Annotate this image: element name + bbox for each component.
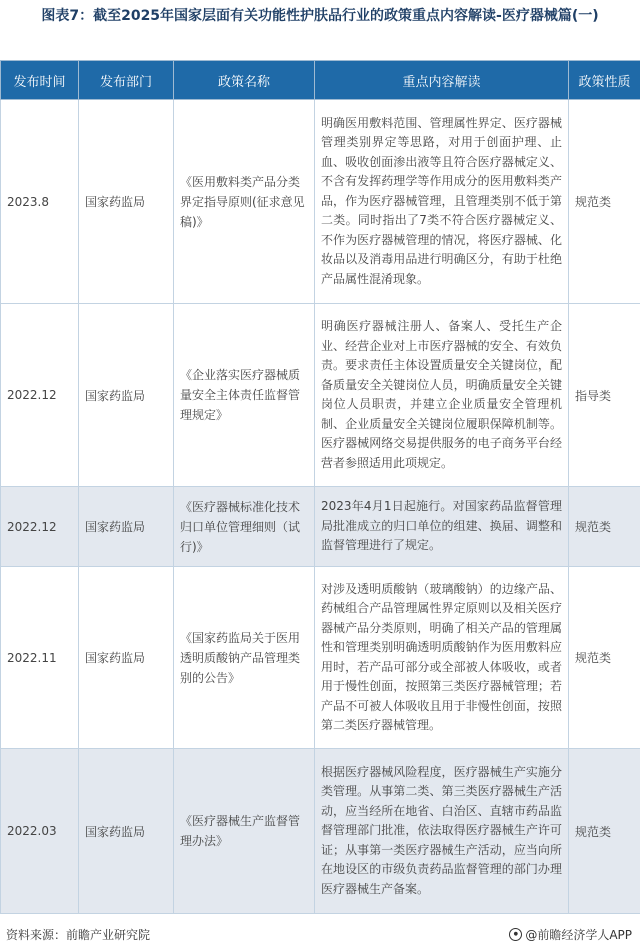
cell-description: 明确医疗器械注册人、备案人、受托生产企业、经营企业对上市医疗器械的安全、有效负责。要求责任主体设置质量安全关键岗位，配备质量安全关键岗位人员，明确质量安全关键岗位人员职责，并建立企业质量安全管理机制、企业质量安全关键岗位履职保障机制等。医疗器械网络交易提供服务的电子商务平台经营者参照适用此项规定。 [315,304,569,487]
page-title: 图表7：截至2025年国家层面有关功能性护肤品行业的政策重点内容解读-医疗器械篇(一) [41,8,599,24]
cell-description: 2023年4月1日起施行。对国家药品监督管理局批准成立的归口单位的组建、换届、调整和监督管理进行了规定。 [315,487,569,567]
cell-dept: 国家药监局 [79,304,174,487]
cell-time: 2022.12 [1,304,79,487]
footer [0,918,640,950]
table-row [1,487,640,567]
policy-table [0,60,640,914]
cell-time: 2022.11 [1,567,79,749]
cell-dept: 国家药监局 [79,567,174,749]
header-time: 发布时间 [1,61,79,100]
table-header-row [1,61,640,100]
cell-dept: 国家药监局 [79,487,174,567]
cell-nature: 规范类 [569,100,640,304]
cell-dept: 国家药监局 [79,100,174,304]
table-row [1,567,640,749]
cell-policy-name: 《医用敷料类产品分类界定指导原则(征求意见稿)》 [174,100,315,304]
header-dept: 发布部门 [79,61,174,100]
cell-time: 2022.03 [1,749,79,914]
brand-credit [509,926,632,943]
cell-description: 对涉及透明质酸钠（玻璃酸钠）的边缘产品、药械组合产品管理属性界定原则以及相关医疗器械产品分类原则，明确了相关产品的管理属性和管理类别明确透明质酸钠作为医用敷料应用时，若产品可部分或全部被人体吸收，或者用于慢性创面，按照第三类医疗器械管理；若产品不可被人体吸收且用于非慢性创面，按照第二类医疗器械管理。 [315,567,569,749]
cell-policy-name: 《医疗器械生产监督管理办法》 [174,749,315,914]
table-row [1,304,640,487]
header-name: 政策名称 [174,61,315,100]
cell-description: 根据医疗器械风险程度，医疗器械生产实施分类管理。从事第二类、第三类医疗器械生产活动，应当经所在地省、白治区、直辖市药品监督管理部门批准，依法取得医疗器械生产许可证；从事第一类医疗器械生产活动，应当向所在地设区的市级负责药品监督管理的部门办理医疗器械生产备案。 [315,749,569,914]
source-note: 资料来源：前瞻产业研究院 [6,928,151,942]
cell-time: 2022.12 [1,487,79,567]
brand-logo-icon [509,928,522,941]
cell-nature: 规范类 [569,749,640,914]
cell-policy-name: 《医疗器械标准化技术归口单位管理细则（试行)》 [174,487,315,567]
cell-policy-name: 《企业落实医疗器械质量安全主体责任监督管理规定》 [174,304,315,487]
table-row [1,749,640,914]
cell-nature: 规范类 [569,487,640,567]
cell-time: 2023.8 [1,100,79,304]
cell-dept: 国家药监局 [79,749,174,914]
cell-nature: 规范类 [569,567,640,749]
cell-nature: 指导类 [569,304,640,487]
cell-policy-name: 《国家药监局关于医用透明质酸钠产品管理类别的公告》 [174,567,315,749]
header-nature: 政策性质 [569,61,640,100]
cell-description: 明确医用敷料范围、管理属性界定、医疗器械管理类别界定等思路，对用于创面护理、止血、吸收创面渗出液等且符合医疗器械定义、不含有发挥药理学等作用成分的医用敷料类产品，作为医疗器械管理，且管理类别不低于第二类。同时指出了7类不符合医疗器械定义、不作为医疗器械管理的情况，将医疗器械、化妆品以及消毒用品进行明确区分，有助于杜绝产品属性混淆现象。 [315,100,569,304]
header-desc: 重点内容解读 [315,61,569,100]
brand-credit-text: @前瞻经济学人APP [525,928,632,942]
table-row [1,100,640,304]
